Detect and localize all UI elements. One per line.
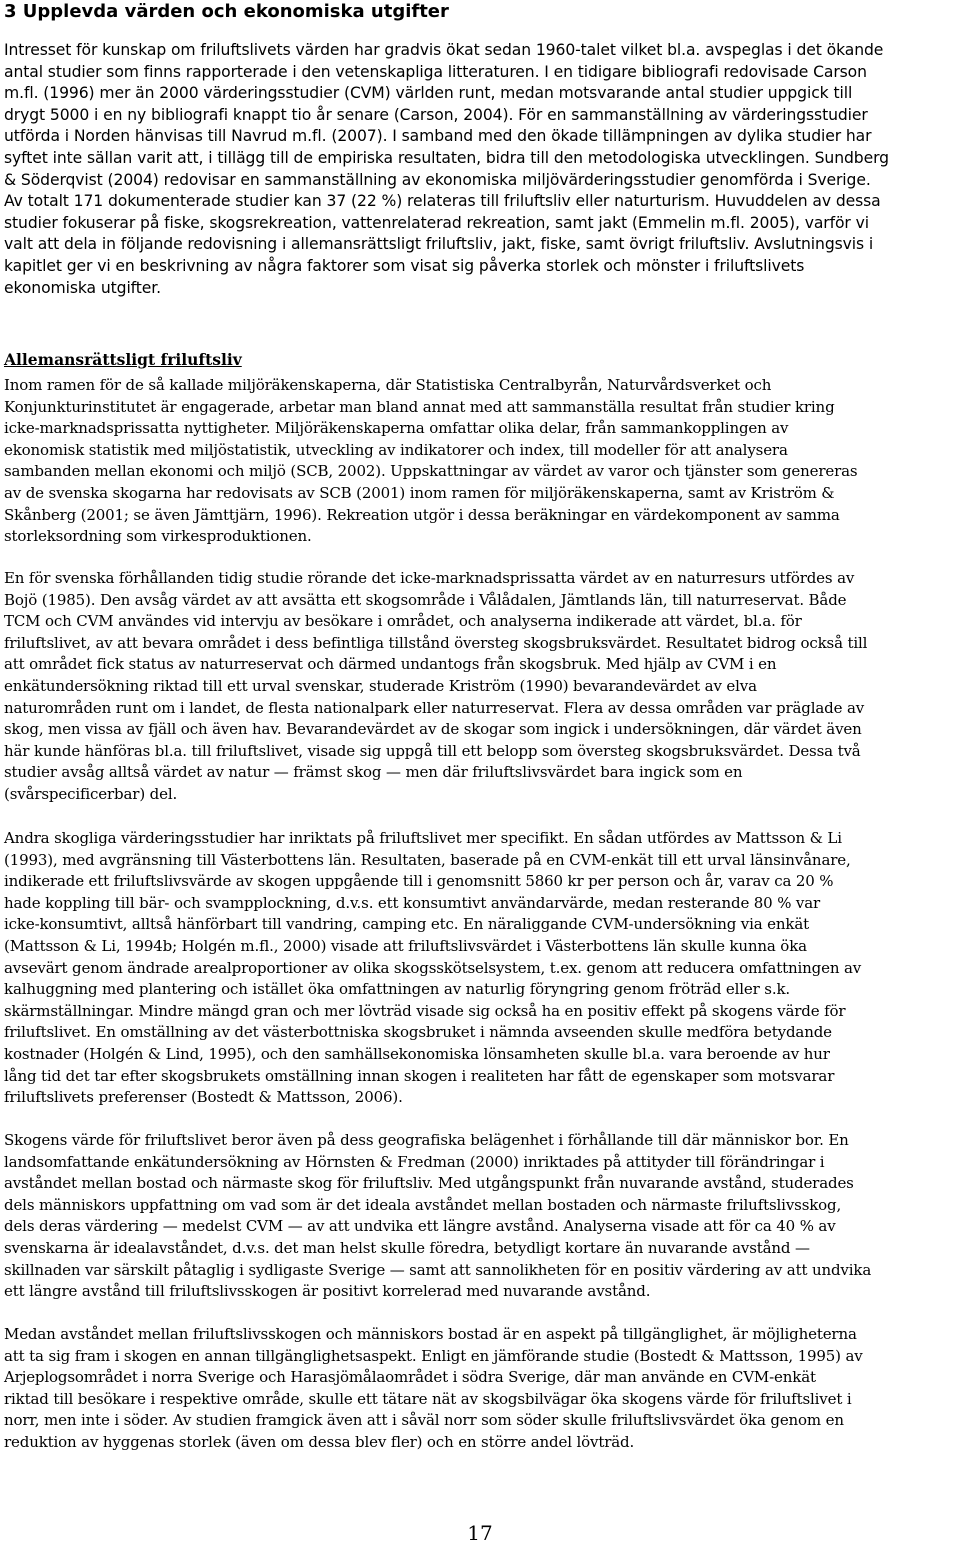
text-line: dels deras värdering — medelst CVM — av att undvika ett längre avstånd. Analyserna visade att för ca 40 % av (4, 1217, 836, 1236)
text-line: att området fick status av naturreservat och därmed undantogs från skogsbruk. Med hjälp av CVM i en (4, 655, 777, 674)
text-line: skog, men vissa av fjäll och även hav. Bevarandevärdet av de skogar som ingick i undersökningen, där värdet även (4, 720, 862, 739)
text-line: utförda i Norden hänvisas till Navrud m.fl. (2007). I samband med den ökade tillämpningen av dylika studier har (4, 127, 872, 146)
text-line: norr, men inte i söder. Av studien framgick även att i såväl norr som söder skulle friluftslivsvärdet öka genom en (4, 1411, 844, 1430)
text-line: avståndet mellan bostad och närmaste skog för friluftsliv. Med utgångspunkt från nuvarande avstånd, studerades (4, 1174, 854, 1193)
text-line: Skogens värde för friluftslivet beror även på dess geografiska belägenhet i förhållande till där människor bor. En (4, 1131, 849, 1149)
text-line: ett längre avstånd till friluftslivsskogen är positivt korrelerad med nuvarande avstånd. (4, 1282, 651, 1301)
text-line: Konjunkturinstitutet är engagerade, arbetar man bland annat med att sammanställa resultat från studier kring (4, 397, 835, 416)
text-line: enkätundersökning riktad till ett urval svenskar, studerade Kriström (1990) bevarandevärdet av elva (4, 676, 757, 695)
text-line: drygt 5000 i en ny bibliografi knappt tio år senare (Carson, 2004). För en sammanställning av värderingsstudier (4, 105, 868, 124)
text-line: skillnaden var särskilt påtaglig i sydligaste Sverige — samt att sannolikheten för en positiv värdering av att undvika (4, 1260, 872, 1279)
text-line: friluftslivet. En omställning av det västerbottniska skogsbruket i nämnda avseenden skulle medföra betydande (4, 1023, 832, 1042)
body-paragraph (4, 1130, 955, 1303)
text-line: sambanden mellan ekonomi och miljö (SCB, 2002). Uppskattningar av värdet av varor och tjänster som genereras (4, 462, 858, 481)
text-line: syftet inte sällan varit att, i tillägg till de empiriska resultaten, bidra till den metodologiska utvecklingen. Sundberg (4, 148, 889, 167)
text-line: Skånberg (2001; se även Jämttjärn, 1996). Rekreation utgör i dessa beräkningar en värdekomponent av samma (4, 505, 840, 524)
intro-paragraph (4, 40, 955, 299)
body-paragraph (4, 828, 955, 1109)
body-paragraph (4, 375, 955, 548)
text-line: friluftslivets preferenser (Bostedt & Mattsson, 2006). (4, 1088, 403, 1107)
text-line: kostnader (Holgén & Lind, 1995), och den samhällsekonomiska lönsamheten skulle bl.a. vara beroende av hur (4, 1044, 830, 1063)
text-line: svenskarna är idealavståndet, d.v.s. det man helst skulle föredra, betydligt kortare än nuvarande avstånd — (4, 1238, 810, 1257)
text-line: antal studier som finns rapporterade i den vetenskapliga litteraturen. I en tidigare bibliografi redovisade Carson (4, 62, 867, 81)
text-line: Av totalt 171 dokumenterade studier kan 37 (22 %) relateras till friluftsliv eller naturturism. Huvuddelen av dessa (4, 192, 881, 211)
section-title: 3 Upplevda värden och ekonomiska utgifter (4, 1, 449, 22)
text-line: ekonomiska utgifter. (4, 278, 162, 297)
text-line: Inom ramen för de så kallade miljöräkenskaperna, där Statistiska Centralbyrån, Naturvårdsverket och (4, 376, 772, 394)
text-line: Arjeplogsområdet i norra Sverige och Harasjömålaområdet i södra Sverige, där man använde en CVM-enkät (4, 1368, 816, 1387)
text-line: reduktion av hyggenas storlek (även om dessa blev fler) och en större andel lövträd. (4, 1432, 635, 1451)
text-line: TCM och CVM användes vid intervju av besökare i området, och analyserna indikerade att värdet, bl.a. för (4, 612, 802, 631)
text-line: hade koppling till bär- och svampplockning, d.v.s. ett konsumtivt användarvärde, medan resterande 80 % var (4, 893, 821, 912)
text-line: riktad till besökare i respektive område, skulle ett tätare nät av skogsbilvägar öka skogens värde för friluftslivet i (4, 1389, 852, 1408)
text-line: dels människors uppfattning om vad som är det ideala avståndet mellan bostaden och närmaste friluftslivsskog, (4, 1195, 842, 1214)
page-number: 17 (467, 1521, 493, 1545)
text-line: studier avsåg alltså värdet av natur — främst skog — men där friluftslivsvärdet bara ingick som en (4, 763, 743, 782)
text-line: icke-konsumtivt, alltså hänförbart till vandring, camping etc. En näraliggande CVM-undersökning via enkät (4, 915, 810, 934)
text-line: storleksordning som virkesproduktionen. (4, 527, 312, 546)
text-line: Bojö (1985). Den avsåg värdet av att avsätta ett skogsområde i Vålådalen, Jämtlands län, till naturreservat. Både (4, 590, 847, 609)
text-line: naturområden runt om i landet, de flesta nationalpark eller naturreservat. Flera av dessa områden var präglade av (4, 698, 865, 717)
text-line: (1993), med avgränsning till Västerbottens län. Resultaten, baserade på en CVM-enkät till ett urval länsinvånare, (4, 850, 851, 869)
text-line: studier fokuserar på fiske, skogsrekreation, vattenrelaterad rekreation, samt jakt (Emmelin m.fl. 2005), varför vi (4, 213, 869, 232)
text-line: En för svenska förhållanden tidig studie rörande det icke-marknadsprissatta värdet av en naturresurs utfördes av (4, 569, 855, 587)
text-line: Intresset för kunskap om friluftslivets värden har gradvis ökat sedan 1960-talet vilket bl.a. avspeglas i det ökande (4, 41, 884, 59)
text-line: kapitlet ger vi en beskrivning av några faktorer som visat sig påverka storlek och mönster i friluftslivets (4, 256, 805, 275)
text-line: ekonomisk statistik med miljöstatistik, utveckling av indikatorer och index, till modeller för att analysera (4, 440, 788, 459)
text-line: avsevärt genom ändrade arealproportioner av olika skogsskötselsystem, t.ex. genom att reducera omfattningen av (4, 958, 862, 977)
subheading-allemansratt: Allemansrättsligt friluftsliv (4, 350, 242, 369)
text-line: icke-marknadsprissatta nyttigheter. Miljöräkenskaperna omfattar olika delar, från sammankopplingen av (4, 419, 789, 438)
text-line: att ta sig fram i skogen en annan tillgänglighetsaspekt. Enligt en jämförande studie (Bostedt & Mattsson, 1995) av (4, 1346, 863, 1365)
body-paragraph (4, 568, 955, 806)
text-line: landsomfattande enkätundersökning av Hörnsten & Fredman (2000) inriktades på attityder till förändringar i (4, 1152, 825, 1171)
text-line: indikerade ett friluftslivsvärde av skogen uppgående till i genomsnitt 5860 kr per person och år, varav ca 20 % (4, 872, 834, 891)
text-line: av de svenska skogarna har redovisats av SCB (2001) inom ramen för miljöräkenskaperna, samt av Kriström & (4, 483, 835, 502)
text-line: m.fl. (1996) mer än 2000 värderingsstudier (CVM) världen runt, medan motsvarande antal studier uppgick till (4, 84, 853, 103)
text-line: (svårspecificerbar) del. (4, 784, 178, 803)
text-line: (Mattsson & Li, 1994b; Holgén m.fl., 2000) visade att friluftslivsvärdet i Västerbottens län skulle kunna öka (4, 936, 807, 955)
body-paragraph (4, 1324, 955, 1454)
text-line: & Söderqvist (2004) redovisar en sammanställning av ekonomiska miljövärderingsstudier genomförda i Sverige. (4, 170, 871, 189)
text-line: Andra skogliga värderingsstudier har inriktats på friluftslivet mer specifikt. En sådan utfördes av Mattsson & Li (4, 829, 842, 847)
text-line: här kunde hänföras bl.a. till friluftslivet, visade sig uppgå till ett belopp som översteg skogsbruksvärdet. Dessa två (4, 741, 861, 760)
text-line: skärmställningar. Mindre mängd gran och mer lövträd visade sig också ha en positiv effekt på skogens värde för (4, 1001, 846, 1020)
text-line: kalhuggning med plantering och istället öka omfattningen av naturlig föryngring genom fröträd eller s.k. (4, 980, 791, 999)
text-line: friluftslivet, av att bevara området i dess befintliga tillstånd översteg skogsbruksvärdet. Resultatet bidrog också till (4, 633, 868, 652)
text-line: Medan avståndet mellan friluftslivsskogen och människors bostad är en aspekt på tillgänglighet, är möjligheterna (4, 1325, 857, 1343)
text-line: valt att dela in följande redovisning i allemansrättsligt friluftsliv, jakt, fiske, samt övrigt friluftsliv. Avslutningsvis i (4, 235, 874, 254)
text-line: lång tid det tar efter skogsbrukets omställning innan skogen i realiteten har fått de egenskaper som motsvarar (4, 1066, 835, 1085)
